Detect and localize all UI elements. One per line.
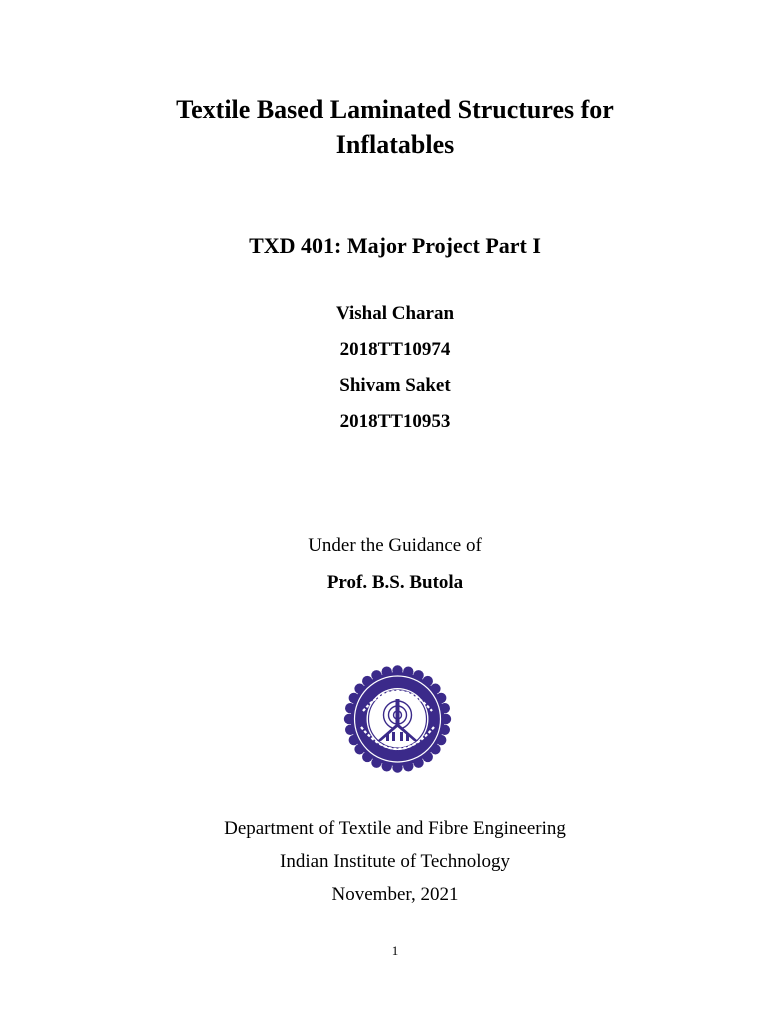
thesis-title-line-1: Textile Based Laminated Structures for	[176, 95, 614, 124]
institute-name: Indian Institute of Technology	[280, 851, 510, 872]
iit-delhi-seal-icon	[341, 661, 454, 777]
submission-date: November, 2021	[331, 884, 459, 905]
thesis-title-line-2: Inflatables	[335, 130, 455, 159]
author-name-2: Shivam Saket	[339, 375, 451, 396]
author-id-1: 2018TT10974	[339, 339, 451, 360]
author-name-1: Vishal Charan	[335, 303, 455, 324]
guidance-label: Under the Guidance of	[308, 535, 482, 556]
course-code: TXD 401: Major Project Part I	[249, 233, 541, 258]
page-number: 1	[391, 943, 399, 958]
advisor-name: Prof. B.S. Butola	[326, 572, 464, 593]
department-name: Department of Textile and Fibre Engineering	[224, 818, 566, 839]
author-id-2: 2018TT10953	[339, 411, 451, 432]
